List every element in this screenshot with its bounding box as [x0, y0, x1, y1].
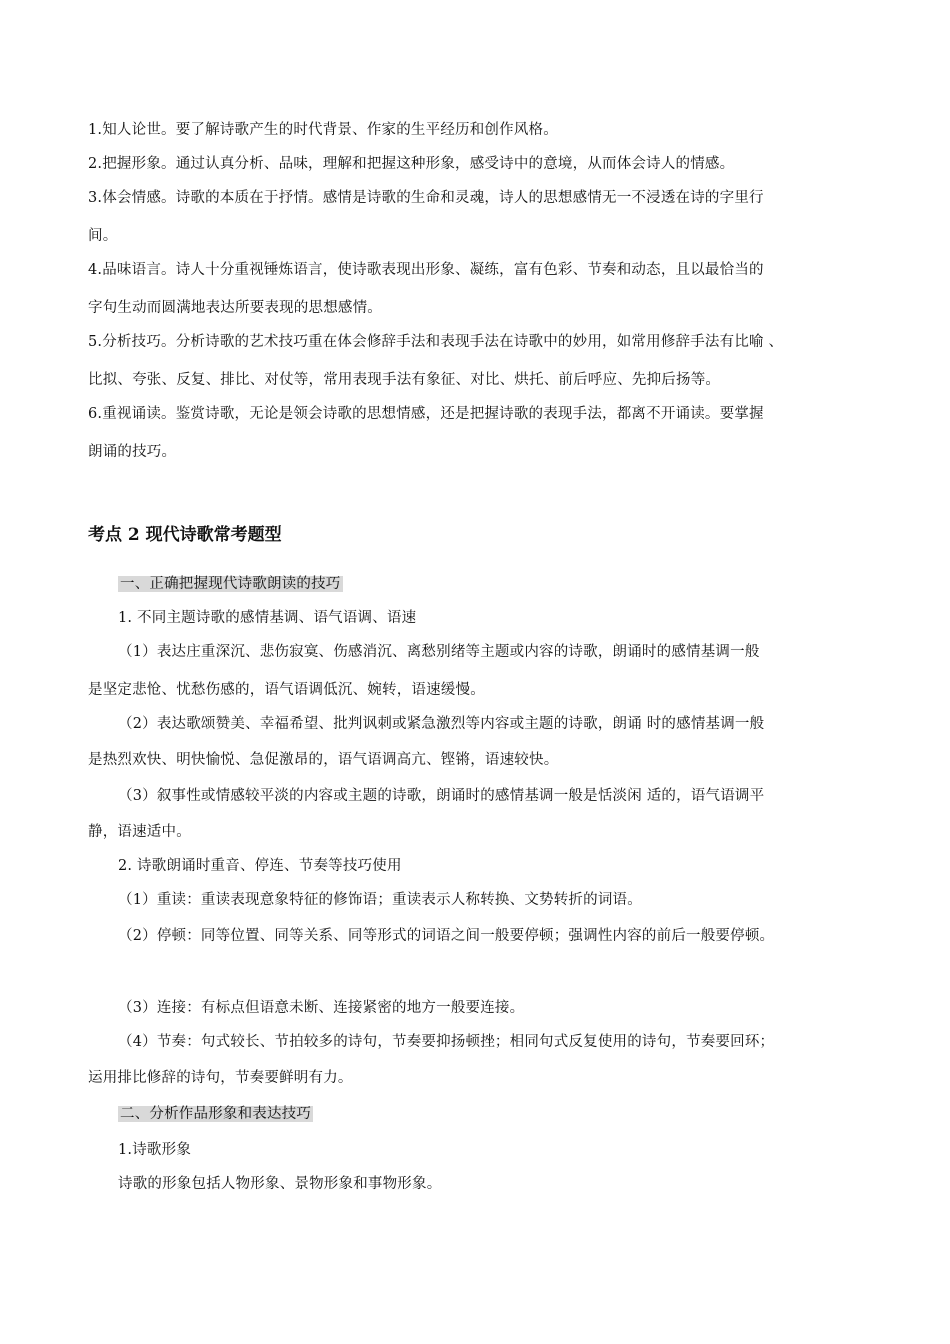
paragraph-line: （4）节奏：句式较长、节拍较多的诗句，节奏要抑扬顿挫；相同句式反复使用的诗句，节奏要回环； — [118, 1034, 775, 1050]
paragraph-line: 1.诗歌形象 — [118, 1142, 192, 1158]
paragraph-line: （2）表达歌颂赞美、幸福希望、批判讽刺或紧急激烈等内容或主题的诗歌，朗诵 时的感情基调一般 — [118, 716, 765, 732]
section-title: 考点 2 现代诗歌常考题型 — [88, 525, 282, 545]
list-item: 1.知人论世。要了解诗歌产生的时代背景、作家的生平经历和创作风格。 — [88, 122, 558, 138]
paragraph-line: 是坚定悲怆、忧愁伤感的，语气语调低沉、婉转，语速缓慢。 — [88, 682, 485, 698]
paragraph-line: 是热烈欢快、明快愉悦、急促激昂的，语气语调高亢、铿锵，语速较快。 — [88, 752, 559, 768]
paragraph-line: （3）叙事性或情感较平淡的内容或主题的诗歌，朗诵时的感情基调一般是恬淡闲 适的，语气语调平 — [118, 788, 765, 804]
list-item-continuation: 朗诵的技巧。 — [88, 444, 177, 460]
paragraph-line: （1）重读：重读表现意象特征的修饰语；重读表示人称转换、文势转折的词语。 — [118, 892, 642, 908]
paragraph-line: 静，语速适中。 — [88, 824, 191, 840]
subsection-heading-text: 一、正确把握现代诗歌朗读的技巧 — [120, 576, 341, 592]
list-item: 3.体会情感。诗歌的本质在于抒情。感情是诗歌的生命和灵魂，诗人的思想感情无一不浸透在诗的字里行 — [88, 190, 764, 206]
paragraph-line: 1. 不同主题诗歌的感情基调、语气语调、语速 — [118, 610, 417, 626]
list-item: 4.品味语言。诗人十分重视锤炼语言，使诗歌表现出形象、凝练，富有色彩、节奏和动态，且以最恰当的 — [88, 262, 764, 278]
list-item: 2.把握形象。通过认真分析、品味，理解和把握这种形象，感受诗中的意境，从而体会诗人的情感。 — [88, 156, 735, 172]
paragraph-line: 运用排比修辞的诗句，节奏要鲜明有力。 — [88, 1070, 353, 1086]
paragraph-line: （3）连接：有标点但语意未断、连接紧密的地方一般要连接。 — [118, 1000, 525, 1016]
subsection-heading — [118, 574, 343, 594]
paragraph-line: 2. 诗歌朗诵时重音、停连、节奏等技巧使用 — [118, 858, 402, 874]
paragraph-line: （1）表达庄重深沉、悲伤寂寞、伤感消沉、离愁别绪等主题或内容的诗歌，朗诵时的感情基调一般 — [118, 644, 760, 660]
subsection-heading — [118, 1104, 313, 1124]
paragraph-line: （2）停顿：同等位置、同等关系、同等形式的词语之间一般要停顿；强调性内容的前后一般要停顿。 — [118, 928, 775, 944]
list-item: 6.重视诵读。鉴赏诗歌，无论是领会诗歌的思想情感，还是把握诗歌的表现手法，都离不开诵读。要掌握 — [88, 406, 764, 422]
paragraph-line: 诗歌的形象包括人物形象、景物形象和事物形象。 — [118, 1176, 442, 1192]
list-item: 5.分析技巧。分析诗歌的艺术技巧重在体会修辞手法和表现手法在诗歌中的妙用，如常用修辞手法有比喻 、 — [88, 334, 784, 350]
list-item-continuation: 字句生动而圆满地表达所要表现的思想感情。 — [88, 300, 382, 316]
list-item-continuation: 比拟、夸张、反复、排比、对仗等，常用表现手法有象征、对比、烘托、前后呼应、先抑后扬等。 — [88, 372, 721, 388]
list-item-continuation: 间。 — [88, 228, 118, 244]
subsection-heading-text: 二、分析作品形象和表达技巧 — [120, 1106, 312, 1122]
